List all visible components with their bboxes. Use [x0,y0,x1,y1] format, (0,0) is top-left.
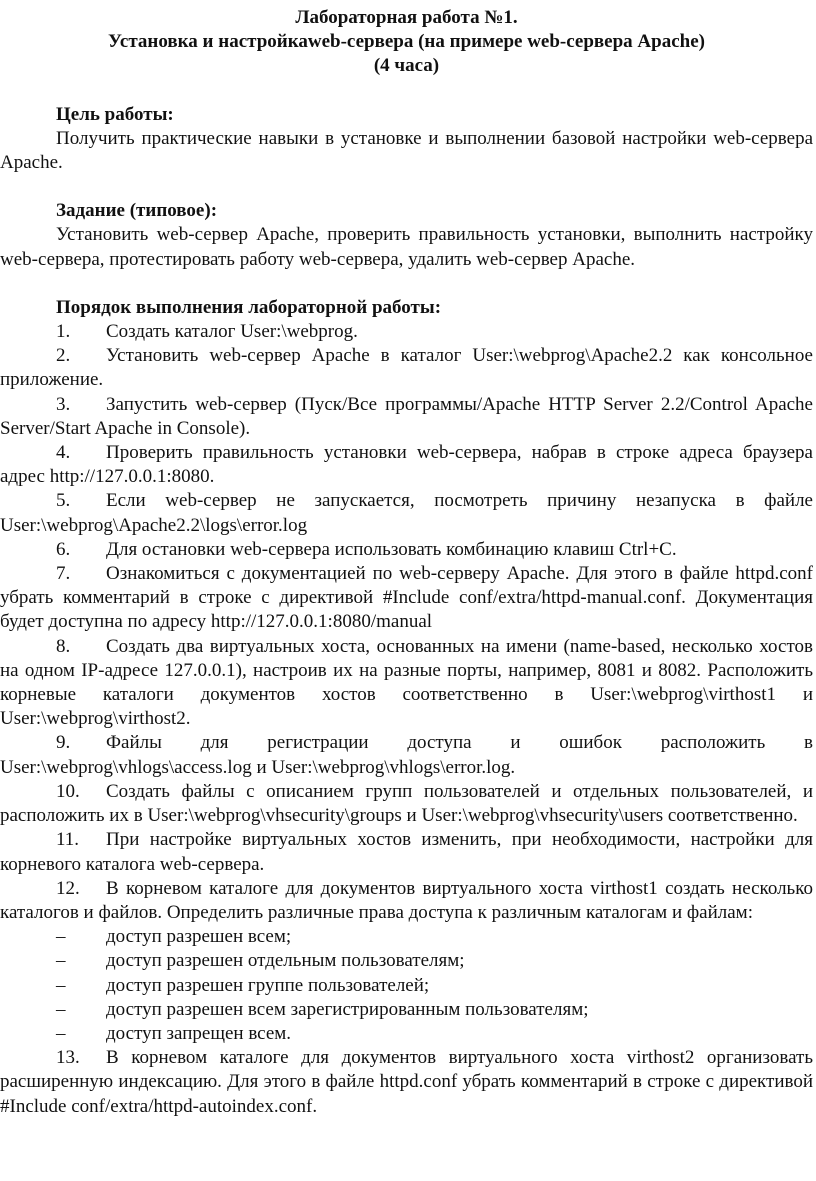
list-item [0,538,813,562]
list-item [0,393,813,441]
dash-bullet: – [56,998,66,1020]
list-item [0,1022,813,1046]
step-text: Проверить правильность установки web-сервера, набрав в строке адреса браузера адрес http://127.0.0.1:8080. [0,442,813,488]
list-item [0,925,813,949]
list-item [0,489,813,537]
step-number: 6. [56,538,71,560]
spacer [0,79,813,103]
step-text: Файлы для регистрации доступа и ошибок расположить в User:\webprog\vhlogs\access.log и User:\webprog\vhlogs\error.log. [0,732,813,778]
step-number: 7. [56,563,71,585]
access-item-text: доступ разрешен всем; [106,926,292,948]
step-number: 12. [56,877,80,899]
spacer [0,175,813,199]
document-hours: (4 часа) [373,55,440,77]
step-text: Создать каталог User:\webprog. [106,321,358,343]
dash-bullet: – [56,974,66,996]
list-item [0,877,813,925]
step-text: Запустить web-сервер (Пуск/Все программы/Apache HTTP Server 2.2/Control Apache Server/Start Apache in Console). [0,393,813,439]
list-item [0,1046,813,1119]
list-item [0,949,813,973]
step-number: 8. [56,635,71,657]
list-item [0,828,813,876]
step-number: 4. [56,442,71,464]
step-number: 3. [56,393,71,415]
access-item-text: доступ разрешен отдельным пользователям; [106,950,465,972]
access-rights-list [0,925,813,1046]
list-item [0,780,813,828]
list-item [0,731,813,779]
step-number: 11. [56,829,80,851]
step-number: 13. [56,1047,80,1069]
step-text: Создать два виртуальных хоста, основанных на имени (name-based, несколько хостов на одном IP-адресе 127.0.0.1), настроив их на разные порты, например, 8081 и 8082. Расположить корневые каталоги документов хостов соответственно в User:\webprog\virthost1 и User:\webprog\virthost2. [0,635,813,730]
list-item [0,344,813,392]
list-item [0,635,813,732]
step-text: При настройке виртуальных хостов изменить, при необходимости, настройки для корневого каталога web-сервера. [0,829,813,875]
step-text: Ознакомиться с документацией по web-серверу Apache. Для этого в файле httpd.conf убрать комментарий в строке с директивой #Include conf/extra/httpd-manual.conf. Документация будет доступна по адресу http://127.0.0.1:8080/manual [0,563,813,633]
step-number: 1. [56,321,71,343]
step-number: 9. [56,732,71,754]
dash-bullet: – [56,1022,66,1044]
document-title: Лабораторная работа №1. [295,7,518,28]
list-item [0,974,813,998]
step-text: В корневом каталоге для документов виртуального хоста virthost1 создать несколько каталогов и файлов. Определить различные права доступа к различным каталогам и файлам: [0,877,813,923]
step-text: В корневом каталоге для документов виртуального хоста virthost2 организовать расширенную индексацию. Для этого в файле httpd.conf убрать комментарий в строке с директивой #Include conf/extra/httpd-autoindex.conf. [0,1047,813,1117]
step-text: Если web-сервер не запускается, посмотреть причину незапуска в файле User:\webprog\Apache2.2\logs\error.log [0,490,813,536]
task-text: Установить web-сервер Apache, проверить правильность установки, выполнить настройку web-сервера, протестировать работу web-сервера, удалить web-сервер Apache. [0,224,813,270]
step-number: 5. [56,490,71,512]
step-number: 10. [56,780,80,802]
list-item [0,562,813,635]
access-item-text: доступ разрешен группе пользователей; [106,974,430,996]
list-item [0,320,813,344]
dash-bullet: – [56,926,66,948]
access-item-text: доступ запрещен всем. [106,1022,292,1044]
access-item-text: доступ разрешен всем зарегистрированным пользователям; [106,998,589,1020]
task-heading: Задание (типовое): [56,200,218,222]
procedure-steps [0,320,813,925]
goal-heading: Цель работы: [56,103,174,125]
spacer [0,272,813,296]
step-text: Создать файлы с описанием групп пользователей и отдельных пользователей, и расположить их в User:\webprog\vhsecurity\groups и User:\webprog\vhsecurity\users соответственно. [0,780,813,827]
document-subtitle: Установка и настройкаweb-сервера (на примере web-сервера Apache) [108,31,705,53]
procedure-heading: Порядок выполнения лабораторной работы: [56,296,442,318]
step-number: 2. [56,345,71,367]
list-item [0,441,813,489]
dash-bullet: – [56,950,66,972]
step-text: Для остановки web-сервера использовать комбинацию клавиш Ctrl+C. [106,538,677,560]
list-item [0,998,813,1022]
step-text: Установить web-сервер Apache в каталог User:\webprog\Apache2.2 как консольное приложение. [0,345,813,391]
goal-text: Получить практические навыки в установке и выполнении базовой настройки web-сервера Apache. [0,127,813,174]
